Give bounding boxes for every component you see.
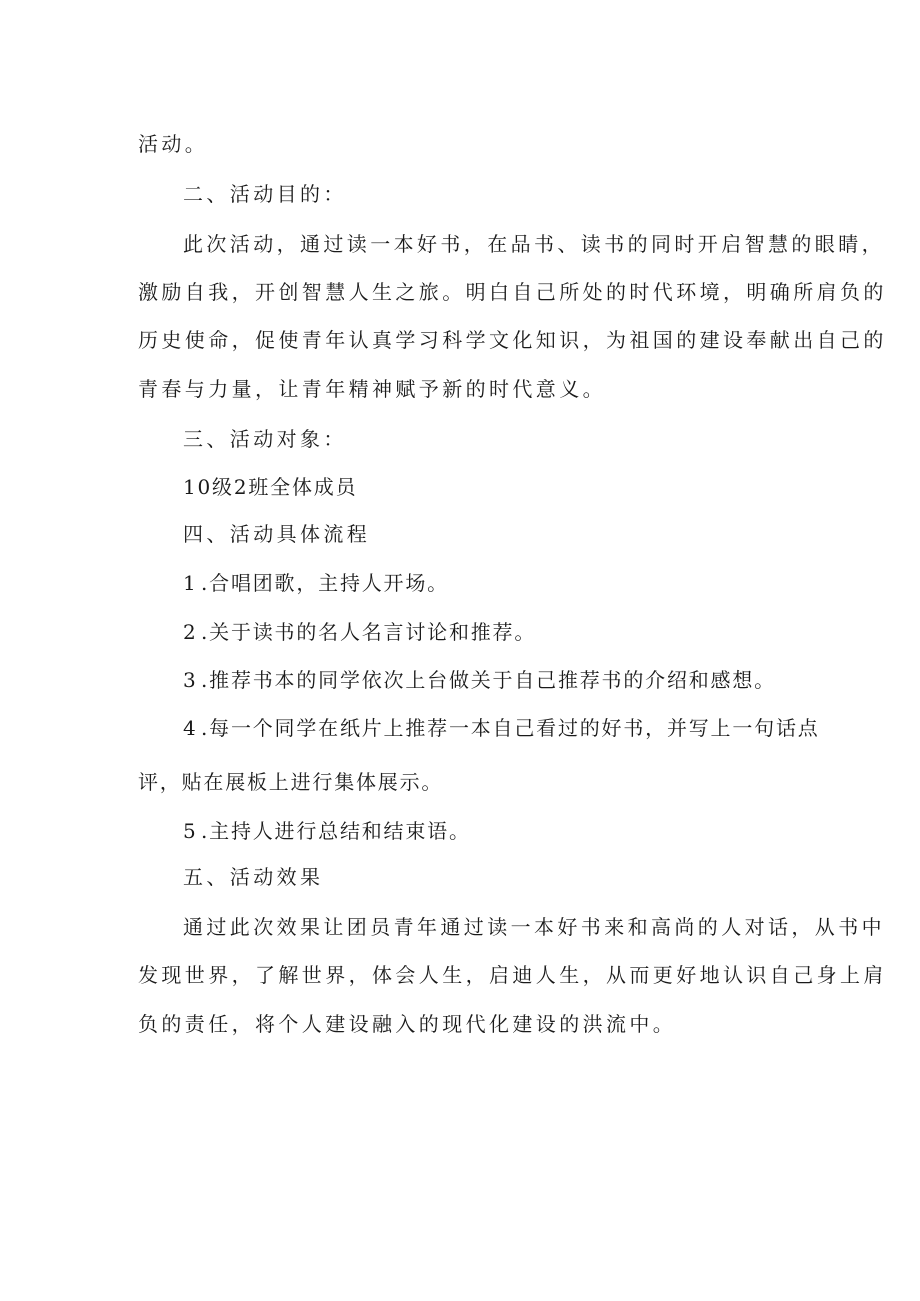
section-heading-process: 四、活动具体流程 xyxy=(183,522,371,546)
process-list-item xyxy=(183,818,471,844)
intro-tail-text: 活动。 xyxy=(138,132,209,156)
process-item-number: 2 xyxy=(183,620,198,644)
section-heading-effect: 五、活动效果 xyxy=(183,865,324,889)
purpose-paragraph-line: 此次活动，通过读一本好书，在品书、读书的同时开启智慧的眼睛， xyxy=(183,232,885,256)
purpose-paragraph-line: 青春与力量，让青年精神赋予新的时代意义。 xyxy=(138,377,606,401)
process-item-text: .主持人进行总结和结束语。 xyxy=(201,819,471,843)
process-item-number: 5 xyxy=(183,819,198,843)
process-list-item xyxy=(183,570,449,596)
target-text: 10级2班全体成员 xyxy=(183,475,358,499)
process-item-text: .每一个同学在纸片上推荐一本自己看过的好书，并写上一句话点 xyxy=(201,716,820,740)
purpose-paragraph-line: 激励自我，开创智慧人生之旅。明白自己所处的时代环境，明确所肩负的 xyxy=(138,280,887,304)
process-list-item xyxy=(183,667,776,693)
process-item-text: .推荐书本的同学依次上台做关于自己推荐书的介绍和感想。 xyxy=(201,668,776,692)
process-item-number: 3 xyxy=(183,668,198,692)
process-item-continuation: 评，贴在展板上进行集体展示。 xyxy=(138,770,444,794)
effect-paragraph-line: 发现世界，了解世界，体会人生，启迪人生，从而更好地认识自己身上肩 xyxy=(138,963,887,987)
effect-paragraph-line: 通过此次效果让团员青年通过读一本好书来和高尚的人对话，从书中 xyxy=(183,915,885,939)
process-item-text: .关于读书的名人名言讨论和推荐。 xyxy=(201,620,537,644)
process-item-text: .合唱团歌，主持人开场。 xyxy=(201,571,449,595)
process-list-item xyxy=(183,619,536,645)
process-item-number: 4 xyxy=(183,716,198,740)
purpose-paragraph-line: 历史使命，促使青年认真学习科学文化知识，为祖国的建设奉献出自己的 xyxy=(138,328,887,352)
effect-paragraph-line: 负的责任，将个人建设融入的现代化建设的洪流中。 xyxy=(138,1012,677,1036)
section-heading-target: 三、活动对象： xyxy=(183,427,347,451)
section-heading-purpose: 二、活动目的： xyxy=(183,182,347,206)
process-item-number: 1 xyxy=(183,571,198,595)
process-list-item xyxy=(183,715,820,741)
